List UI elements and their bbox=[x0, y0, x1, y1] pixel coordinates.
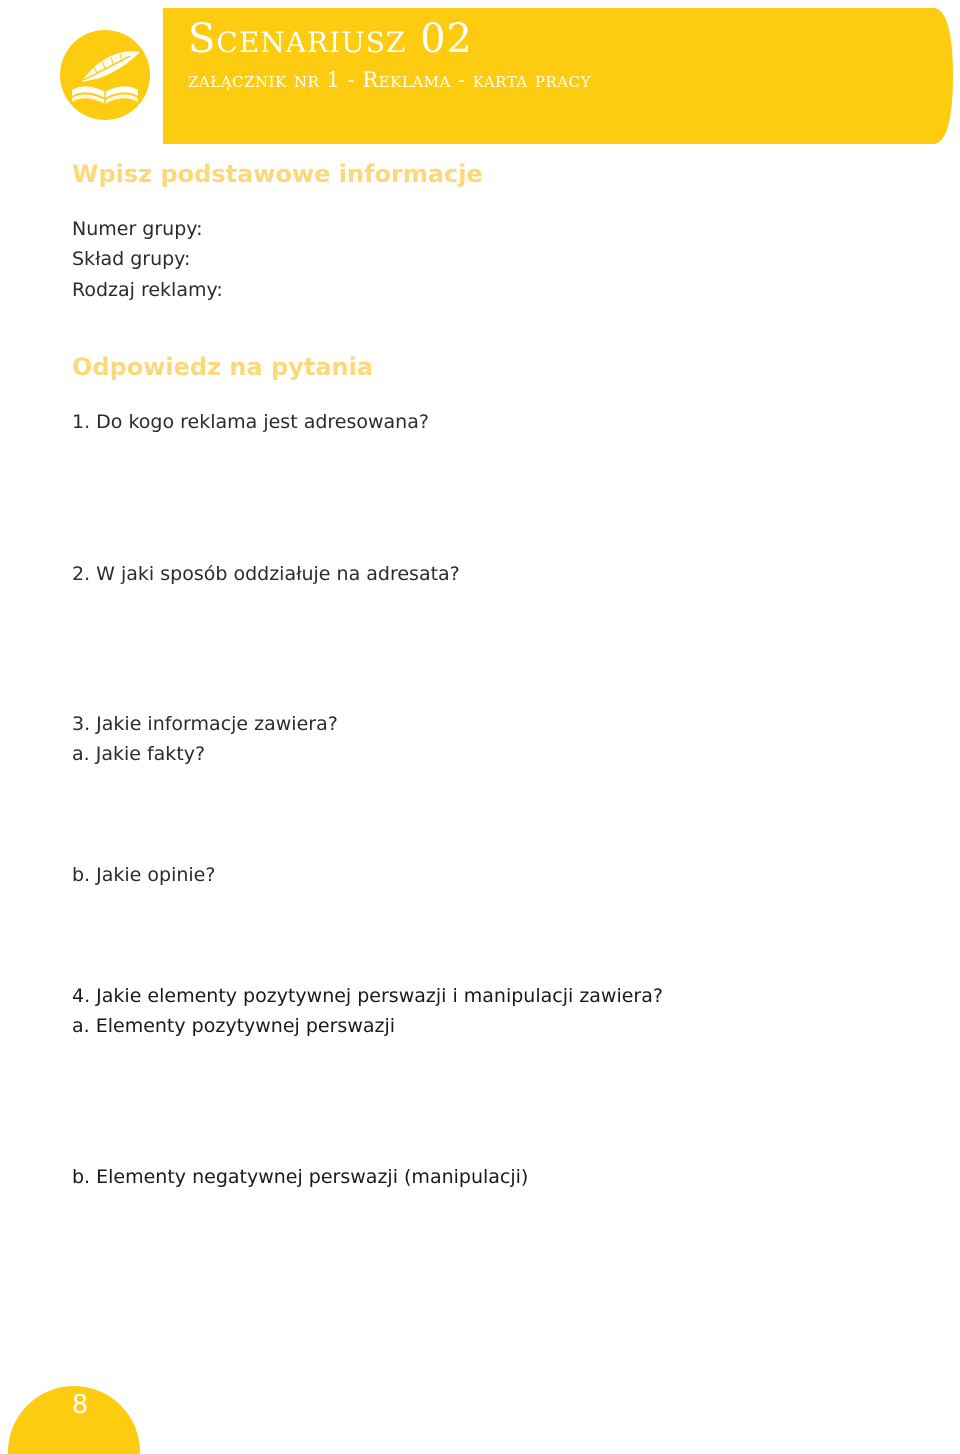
question-3a: a. Jakie fakty? bbox=[72, 743, 206, 765]
header-banner bbox=[163, 8, 960, 144]
field-group-members: Skład grupy: bbox=[72, 248, 191, 270]
question-4: 4. Jakie elementy pozytywnej perswazji i manipulacji zawiera? bbox=[72, 985, 663, 1007]
question-1: 1. Do kogo reklama jest adresowana? bbox=[72, 411, 429, 433]
field-group-number: Numer grupy: bbox=[72, 218, 203, 240]
page-number: 8 bbox=[71, 1390, 89, 1420]
field-ad-type: Rodzaj reklamy: bbox=[72, 279, 223, 301]
question-4b: b. Elementy negatywnej perswazji (manipulacji) bbox=[72, 1166, 529, 1188]
section-heading-questions: Odpowiedz na pytania bbox=[72, 353, 374, 381]
logo-book-quill-icon bbox=[60, 30, 150, 120]
question-3b: b. Jakie opinie? bbox=[72, 864, 216, 886]
section-heading-basic-info: Wpisz podstawowe informacje bbox=[72, 160, 483, 188]
page-subtitle: załącznik nr 1 - Reklama - karta pracy bbox=[188, 68, 592, 92]
question-2: 2. W jaki sposób oddziałuje na adresata? bbox=[72, 563, 460, 585]
page-title: Scenariusz 02 bbox=[188, 16, 473, 62]
question-4a: a. Elementy pozytywnej perswazji bbox=[72, 1015, 396, 1037]
question-3: 3. Jakie informacje zawiera? bbox=[72, 713, 338, 735]
